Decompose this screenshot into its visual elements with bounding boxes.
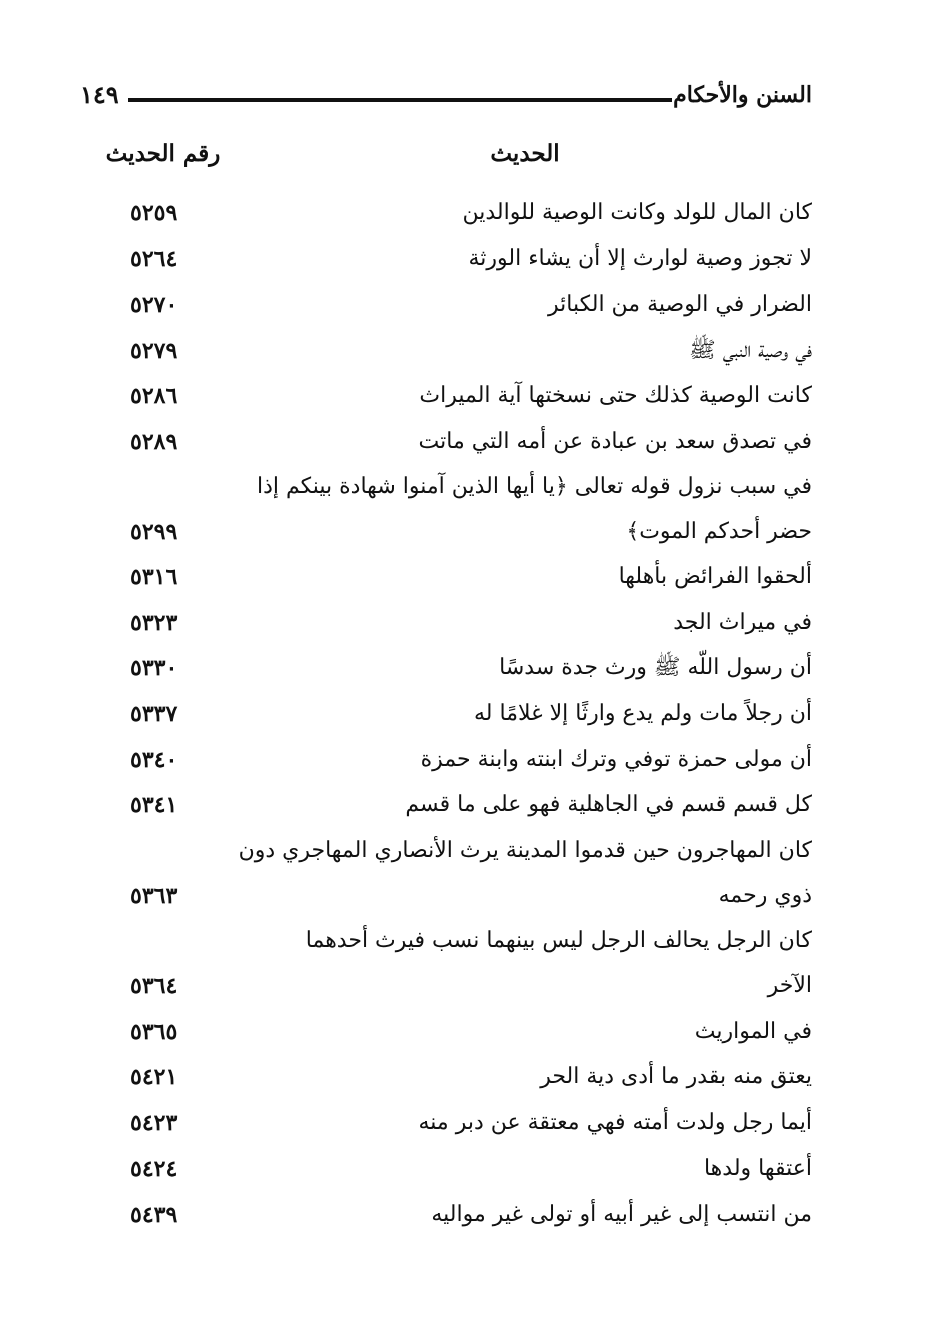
index-row — [100, 512, 812, 552]
hadith-text: الضرار في الوصية من الكبائر — [548, 292, 812, 317]
hadith-number: ٥٣٢٣ — [130, 610, 178, 636]
hadith-number: ٥٢٦٤ — [130, 246, 178, 272]
hadith-text: في سبب نزول قوله تعالى ﴿يا أيها الذين آمنوا شهادة بينكم إذا — [256, 474, 812, 499]
running-title: السنن والأحكام — [673, 82, 812, 108]
index-row — [100, 876, 812, 916]
hadith-text: في وصية النبي ﷺ — [689, 338, 812, 363]
hadith-text: في المواريث — [694, 1019, 812, 1044]
hadith-text: ذوي رحمه — [718, 883, 812, 908]
hadith-text: في تصدق سعد بن عبادة عن أمه التي ماتت — [418, 429, 812, 454]
index-row — [100, 1103, 812, 1143]
index-row — [100, 694, 812, 734]
hadith-number: ٥٣٦٤ — [130, 973, 178, 999]
hadith-text: أيما رجل ولدت أمته فهي معتقة عن دبر منه — [418, 1110, 812, 1135]
hadith-text: في ميراث الجد — [673, 610, 812, 635]
hadith-text: كان المهاجرون حين قدموا المدينة يرث الأنصاري المهاجري دون — [238, 838, 812, 863]
hadith-text: كان المال للولد وكانت الوصية للوالدين — [462, 200, 812, 225]
hadith-text: حضر أحدكم الموت﴾ — [626, 519, 812, 544]
hadith-number: ٥٤٢١ — [130, 1064, 178, 1090]
hadith-number: ٥٤٢٣ — [130, 1110, 178, 1136]
index-row — [100, 285, 812, 325]
column-heading-hadith: الحديث — [490, 140, 560, 167]
index-row — [100, 1057, 812, 1097]
index-row — [100, 422, 812, 462]
index-row — [100, 557, 812, 597]
hadith-text: كانت الوصية كذلك حتى نسختها آية الميراث — [419, 383, 812, 408]
hadith-text: كل قسم قسم في الجاهلية فهو على ما قسم — [405, 792, 812, 817]
index-row — [100, 193, 812, 233]
hadith-text: من انتسب إلى غير أبيه أو تولى غير مواليه — [431, 1202, 812, 1227]
hadith-number: ٥٣٦٣ — [130, 883, 178, 909]
index-row — [100, 831, 812, 871]
hadith-number: ٥٢٨٦ — [130, 383, 178, 409]
running-header — [80, 78, 812, 118]
hadith-number: ٥٣٤١ — [130, 792, 178, 818]
index-row — [100, 740, 812, 780]
index-row — [100, 239, 812, 279]
column-heading-number: رقم الحديث — [105, 140, 221, 167]
hadith-number: ٥٢٨٩ — [130, 429, 178, 455]
index-row — [100, 966, 812, 1006]
hadith-number: ٥٣٣٧ — [130, 701, 178, 727]
hadith-text: أعتقها ولدها — [703, 1156, 812, 1181]
hadith-number: ٥٢٥٩ — [130, 200, 178, 226]
hadith-number: ٥٣٦٥ — [130, 1019, 178, 1045]
hadith-number: ٥٣٤٠ — [130, 747, 178, 773]
hadith-number: ٥٢٩٩ — [130, 519, 178, 545]
hadith-number: ٥٢٧٩ — [130, 338, 178, 364]
hadith-number: ٥٤٣٩ — [130, 1202, 178, 1228]
hadith-text: لا تجوز وصية لوارث إلا أن يشاء الورثة — [468, 246, 812, 271]
hadith-text: ألحقوا الفرائض بأهلها — [618, 564, 812, 589]
hadith-text: أن رجلاً مات ولم يدع وارثًا إلا غلامًا له — [474, 701, 812, 726]
index-row — [100, 467, 812, 507]
hadith-number: ٥٣١٦ — [130, 564, 178, 590]
hadith-number: ٥٣٣٠ — [130, 655, 178, 681]
header-rule — [128, 98, 672, 102]
index-row — [100, 648, 812, 688]
hadith-text: أن رسول اللّه ﷺ ورث جدة سدسًا — [499, 655, 812, 680]
hadith-number: ٥٤٢٤ — [130, 1156, 178, 1182]
index-row — [100, 1149, 812, 1189]
index-row — [100, 1012, 812, 1052]
index-row — [100, 785, 812, 825]
page-number: ١٤٩ — [80, 80, 119, 109]
hadith-text: كان الرجل يحالف الرجل ليس بينهما نسب فيرث أحدهما — [305, 928, 812, 953]
index-row — [100, 331, 812, 371]
hadith-text: أن مولى حمزة توفي وترك ابنته وابنة حمزة — [420, 747, 812, 772]
index-row — [100, 921, 812, 961]
index-row — [100, 376, 812, 416]
hadith-number: ٥٢٧٠ — [130, 292, 178, 318]
hadith-text: يعتق منه بقدر ما أدى دية الحر — [540, 1064, 812, 1089]
index-row — [100, 1195, 812, 1235]
index-row — [100, 603, 812, 643]
hadith-text: الآخر — [767, 973, 812, 998]
